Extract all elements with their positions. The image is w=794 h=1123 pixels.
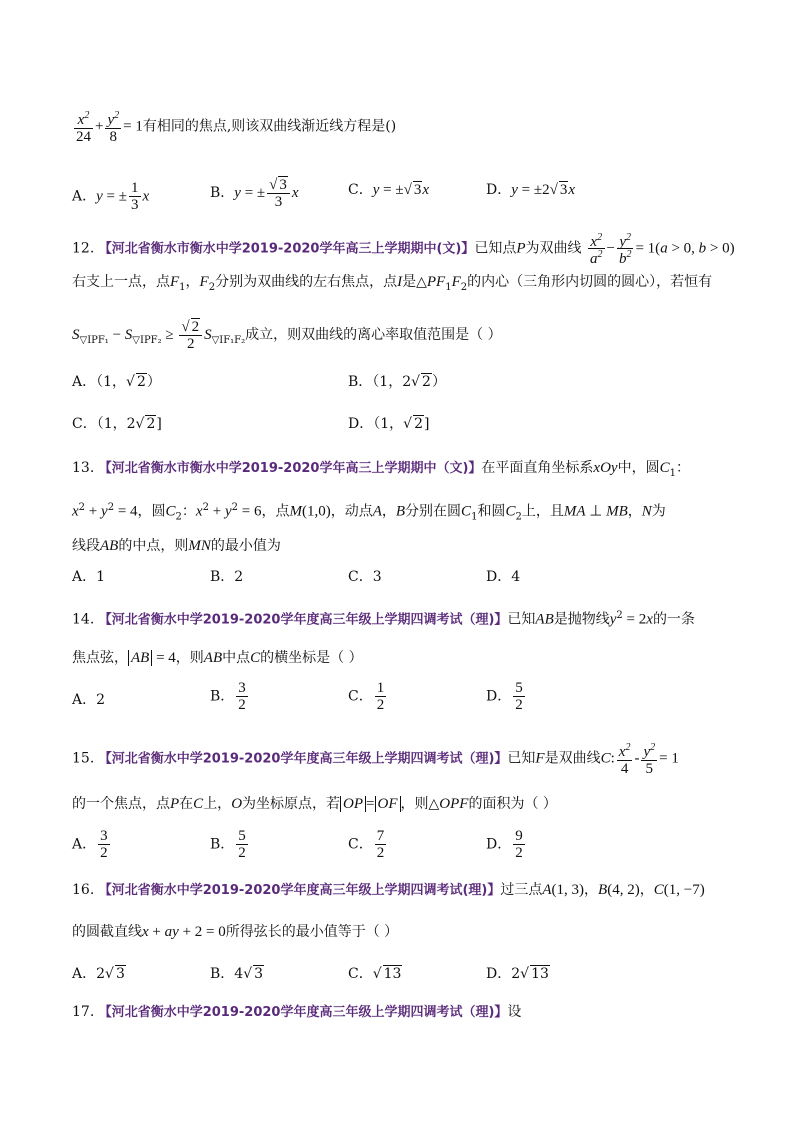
q11-option-a: A．y = ± $\frac{1}{3}$ x	[72, 180, 150, 213]
q15-option-b: B． $\frac{5}{2}$	[210, 828, 246, 861]
q12-option-c: C．（1，2√ 2]	[72, 416, 162, 432]
q14-option-c: C． $\frac{1}{2}$	[348, 680, 385, 713]
q13-stem-line1: 13. 【河北省衡水市衡水中学2019-2020学年高三上学期期中（文)】在平面直角坐标系xOy中，圆$C_1$：	[72, 460, 690, 479]
q12-option-a: A．（1，√ 2）	[72, 374, 161, 390]
q16-option-d: D．2√ 13	[486, 966, 549, 982]
q14-option-d: D． $\frac{5}{2}$	[486, 680, 523, 713]
q11-text: 有相同的焦点,则该双曲线渐近线方程是()	[142, 118, 397, 135]
q12-stem-line1: 12. 【河北省衡水市衡水中学2019-2020学年高三上学期期中(文)】已知点P为双曲线 $\frac{x^2}{a^2}$ − $\frac{y^2}{b^2}$ = 1(a > 0, b > 0)	[72, 232, 735, 267]
q13-option-a: A．1	[72, 569, 106, 585]
q11-stem: $\frac{x^2}{24}$ + $\frac{y^2}{8}$ = 1有相同的焦点,则该双曲线渐近线方程是()	[76, 110, 397, 145]
q13-option-b: B．2	[210, 569, 244, 585]
q15-source: 【河北省衡水中学2019-2020学年度高三年级上学期四调考试（理)】	[98, 751, 508, 767]
q15-stem-line2: 的一个焦点，点P在C上，O为坐标原点，若 OP = OF ，则△OPF的面积为（ ）	[72, 796, 557, 812]
q14-option-a: A．2	[72, 692, 106, 708]
q12-stem-line2: 右支上一点，点$F_1$，$F_2$分别为双曲线的左右焦点，点I是$\triangle PF_1F_2$的内心（三角形内切圆的圆心），若恒有	[72, 274, 713, 293]
q14-stem-line2: 焦点弦， AB = 4，则AB中点C的横坐标是（ ）	[72, 650, 363, 666]
q17-source: 【河北省衡水中学2019-2020学年度高三年级上学期四调考试（理)】	[98, 1005, 508, 1020]
q16-option-b: B．4√ 3	[210, 966, 264, 982]
q16-stem-line1: 16. 【河北省衡水中学2019-2020学年度高三年级上学期四调考试(理)】过三点A(1, 3)，B(4, 2)，C(1, −7)	[72, 882, 705, 898]
q17-stem-line1: 17. 【河北省衡水中学2019-2020学年度高三年级上学期四调考试（理)】设	[72, 1004, 522, 1020]
q15-option-c: C． $\frac{7}{2}$	[348, 828, 385, 861]
q13-stem-line3: 线段AB的中点，则MN的最小值为	[72, 538, 281, 554]
q15-option-a: A． $\frac{3}{2}$	[72, 828, 108, 861]
q11-option-d: D．y = ±2√ 3x	[486, 182, 576, 198]
q16-option-a: A．2√ 3	[72, 966, 125, 982]
q15-option-d: D． $\frac{9}{2}$	[486, 828, 523, 861]
q12-option-d: D．（1，√ 2]	[348, 416, 430, 432]
q12-source: 【河北省衡水市衡水中学2019-2020学年高三上学期期中(文)】	[98, 241, 475, 257]
q11-option-c: C．y = ±√ 3x	[348, 182, 429, 198]
q12-option-b: B．（1，2√ 2）	[348, 374, 446, 390]
q13-source: 【河北省衡水市衡水中学2019-2020学年高三上学期期中（文)】	[98, 461, 482, 476]
q13-option-d: D．4	[486, 569, 521, 585]
q12-stem-line3: $S_{▽IPF_1} - S_{▽IPF_2}$ ≥ $\frac{√ 2}{2}$ $S_{▽IF_1F_2}$成立，则双曲线的离心率取值范围是（ ）	[72, 319, 502, 352]
q14-option-b: B． $\frac{3}{2}$	[210, 680, 246, 713]
q16-source: 【河北省衡水中学2019-2020学年度高三年级上学期四调考试(理)】	[98, 883, 501, 898]
q14-stem-line1: 14. 【河北省衡水中学2019-2020学年度高三年级上学期四调考试（理)】已知AB是抛物线$y^2 = 2x$的一条	[72, 610, 695, 628]
q16-stem-line2: 的圆截直线x + ay + 2 = 0所得弦长的最小值等于（ ）	[72, 924, 399, 940]
q11-option-b: B．y = ± $\frac{√ 3}{3}$ x	[210, 177, 299, 210]
q14-source: 【河北省衡水中学2019-2020学年度高三年级上学期四调考试（理)】	[98, 612, 508, 628]
q16-option-c: C．√ 13	[348, 966, 402, 982]
q13-option-c: C．3	[348, 569, 382, 585]
q15-stem-line1: 15. 【河北省衡水中学2019-2020学年度高三年级上学期四调考试（理)】已知F是双曲线C: $\frac{x^2}{4}$ - $\frac{y^2}{5}$ = 1	[72, 742, 679, 777]
q13-stem-line2: $x^2 + y^2 = 4$，圆$C_2$：$x^2 + y^2 = 6$，点M(1,0)，动点A，B分别在圆$C_1$和圆$C_2$上，且MA ⊥ MB，N为	[72, 502, 666, 523]
